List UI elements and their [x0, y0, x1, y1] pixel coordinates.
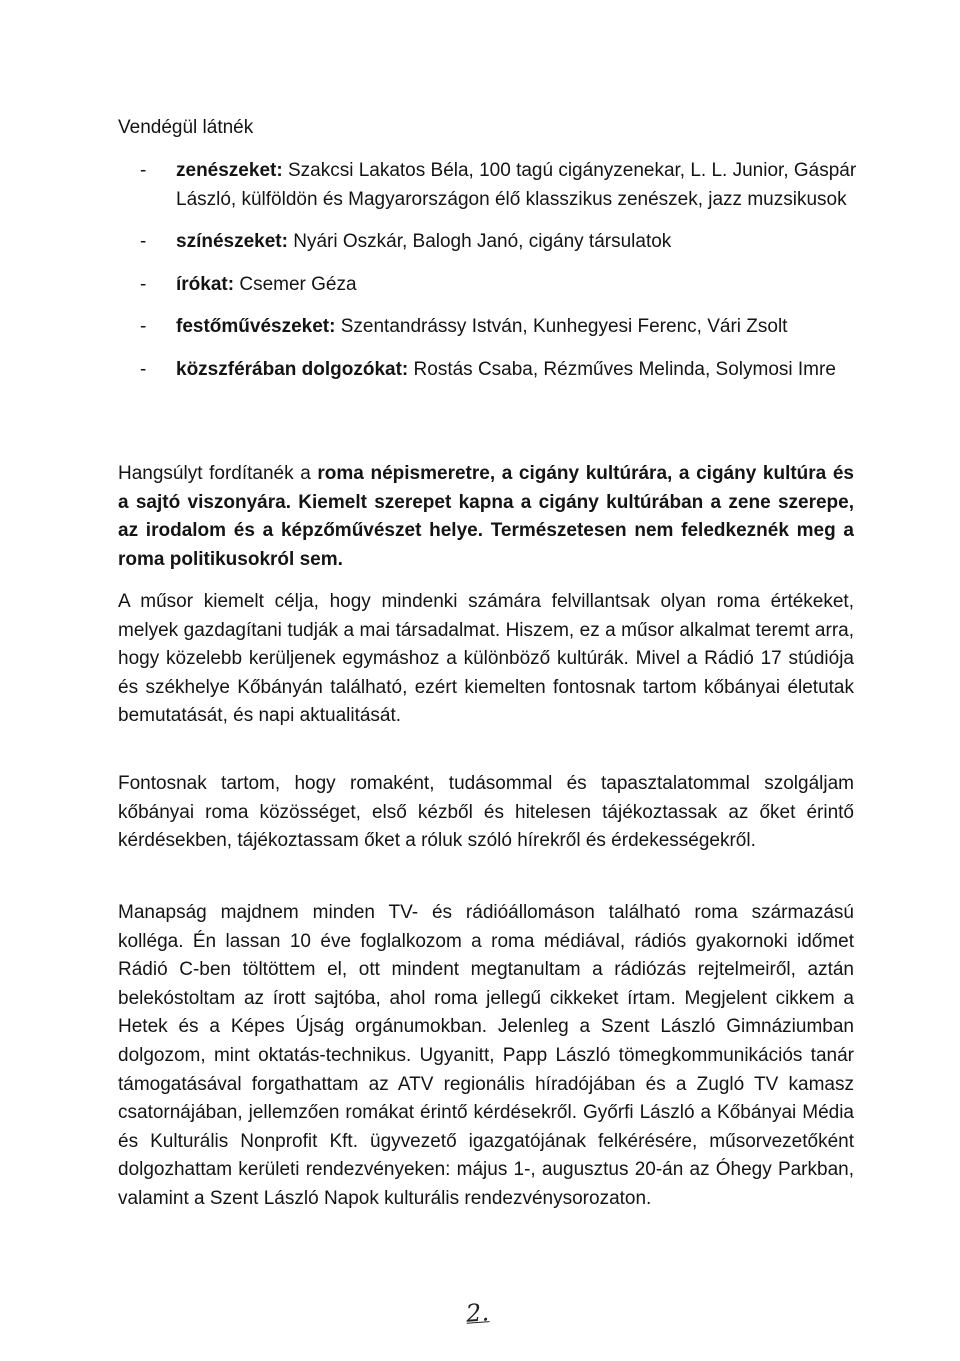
- list-item: [118, 313, 858, 342]
- list-item-text: Szentandrássy István, Kunhegyesi Ferenc, Vári Zsolt: [335, 316, 788, 337]
- list-dash: -: [140, 273, 147, 295]
- list-item-label: közszférában dolgozókat:: [176, 358, 409, 380]
- list-item-text: Rostás Csaba, Rézműves Melinda, Solymosi Imre: [408, 358, 836, 380]
- guest-list: [118, 157, 858, 398]
- list-dash: -: [140, 160, 147, 181]
- list-dash: -: [140, 316, 147, 337]
- intro-line: Vendégül látnék: [118, 117, 254, 138]
- list-item-text: Nyári Oszkár, Balogh Janó, cigány társulatok: [287, 231, 672, 252]
- list-item: [118, 157, 858, 214]
- list-item-label: színészeket:: [176, 231, 288, 252]
- list-item-label: zenészeket:: [176, 160, 283, 181]
- paragraph-experience: Manapság majdnem minden TV- és rádióállomáson található roma származású kolléga. Én lassan 10 éve foglalkozom a roma médiával, rádiós gyakornoki időmet Rádió C-ben töltöttem el, ott mindent megtanultam a rádiózás rejtelmeiről, aztán belekóstoltam az írott sajtóba, ahol roma jellegű cikkeket írtam. Megjelent cikkem a Hetek és a Képes Újság orgánumokban. Jelenleg a Szent László Gimnáziumban dolgozom, mint oktatás-technikus. Ugyanitt, Papp László tömegkommunikációs tanár támogatásával forgathattam az ATV regionális híradójában és a Zugló TV kamasz csatornájában, jellemzően romákat érintő kérdésekről. Győrfi László a Kőbányai Média és Kulturális Nonprofit Kft. ügyvezető igazgatójának felkérésére, műsorvezetőként dolgozhattam kerületi rendezvényeken: május 1-, augusztus 20-án az Óhegy Parkban, valamint a Szent László Napok kulturális rendezvénysorozaton.: [118, 902, 854, 1209]
- paragraph-community: Fontosnak tartom, hogy romaként, tudásommal és tapasztalatommal szolgáljam kőbányai roma közösséget, első kézből és hitelesen tájékoztassak az őket érintő kérdésekben, tájékoztassam őket a róluk szóló hírekről és érdekességekről.: [118, 773, 854, 852]
- list-item: [118, 228, 858, 257]
- list-dash: -: [140, 358, 147, 380]
- list-item-label: festőművészeket:: [176, 316, 336, 337]
- paragraph-goal: A műsor kiemelt célja, hogy mindenki számára felvillantsak olyan roma értékeket, melyek gazdagítani tudják a mai társadalmat. Hiszem, ez a műsor alkalmat teremt arra, hogy közelebb kerüljenek egymáshoz a különböző kultúrák. Mivel a Rádió 17 stúdiója és székhelye Kőbányán található, ezért kiemelten fontosnak tartom kőbányai életutak bemutatását, és napi aktualitását.: [118, 591, 854, 727]
- paragraph-focus-lead: Hangsúlyt fordítanék a: [118, 463, 318, 484]
- page-number: 2.: [465, 1298, 490, 1328]
- list-item-text: Csemer Géza: [234, 273, 357, 295]
- list-item-text: Szakcsi Lakatos Béla, 100 tagú cigányzenekar, L. L. Junior, Gáspár László, külföldön és Magyarországon élő klasszikus zenészek, jazz muzsikusok: [176, 160, 857, 210]
- list-item-label: írókat:: [176, 273, 235, 295]
- list-item: [118, 271, 858, 300]
- list-dash: -: [140, 231, 147, 252]
- paragraph-focus-bold: roma népismeretre, a cigány kultúrára, a cigány kultúra és a sajtó viszonyára. Kiemelt szerepet kapna a cigány kultúrában a zene szerepe, az irodalom és a képzőművészet helye. Természetesen nem feledkeznék meg a roma politikusokról sem.: [118, 463, 854, 570]
- list-item: [118, 356, 858, 385]
- paragraph-focus: [118, 460, 854, 574]
